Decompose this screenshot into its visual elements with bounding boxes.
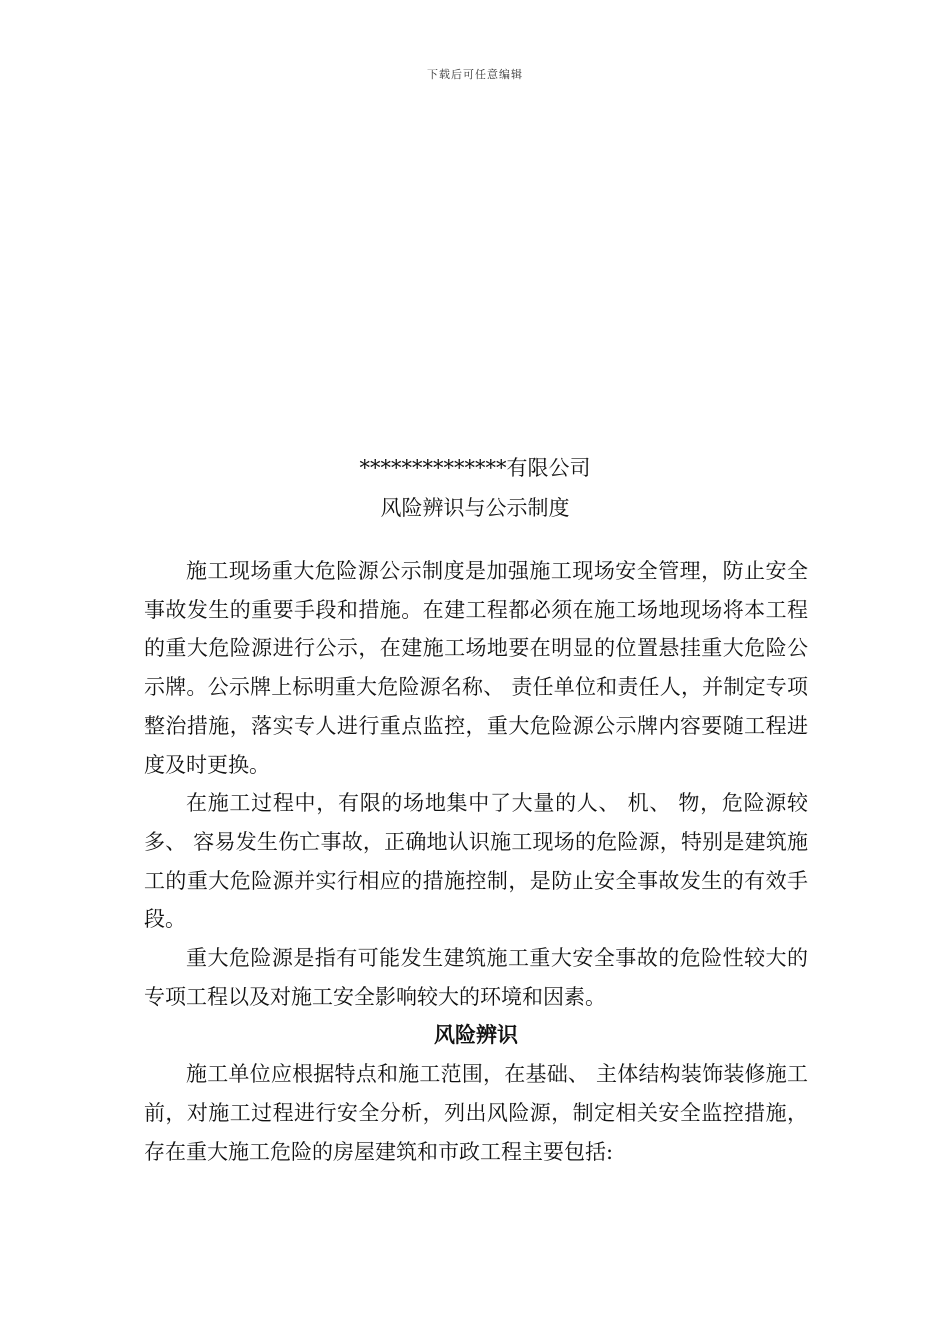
paragraph: 在施工过程中，有限的场地集中了大量的人、 机、 物，危险源较多、 容易发生伤亡事故，正确地认识施工现场的危险源，特别是建筑施工的重大危险源并实行相应的措施控制，是防止安全事故发生的有效手段。: [144, 791, 808, 932]
paragraph: 施工现场重大危险源公示制度是加强施工现场安全管理，防止安全事故发生的重要手段和措施。在建工程都必须在施工场地现场将本工程的重大危险源进行公示，在建施工场地要在明显的位置悬挂重大危险公示牌。公示牌上标明重大危险源名称、 责任单位和责任人，并制定专项整治措施，落实专人进行重点监控，重大危险源公示牌内容要随工程进度及时更换。: [144, 559, 808, 777]
title-block: [0, 448, 950, 528]
header-note: 下载后可任意编辑: [427, 68, 523, 81]
document-title: 风险辨识与公示制度: [380, 496, 570, 520]
paragraph: 重大危险源是指有可能发生建筑施工重大安全事故的危险性较大的专项工程以及对施工安全影响较大的环境和因素。: [144, 946, 808, 1009]
paragraph: 施工单位应根据特点和施工范围，在基础、 主体结构装饰装修施工前，对施工过程进行安全分析，列出风险源，制定相关安全监控措施，存在重大施工危险的房屋建筑和市政工程主要包括:: [144, 1062, 808, 1164]
company-name: **************有限公司: [359, 456, 591, 480]
section-heading: 风险辨识: [434, 1022, 518, 1048]
document-body: [144, 552, 808, 1171]
